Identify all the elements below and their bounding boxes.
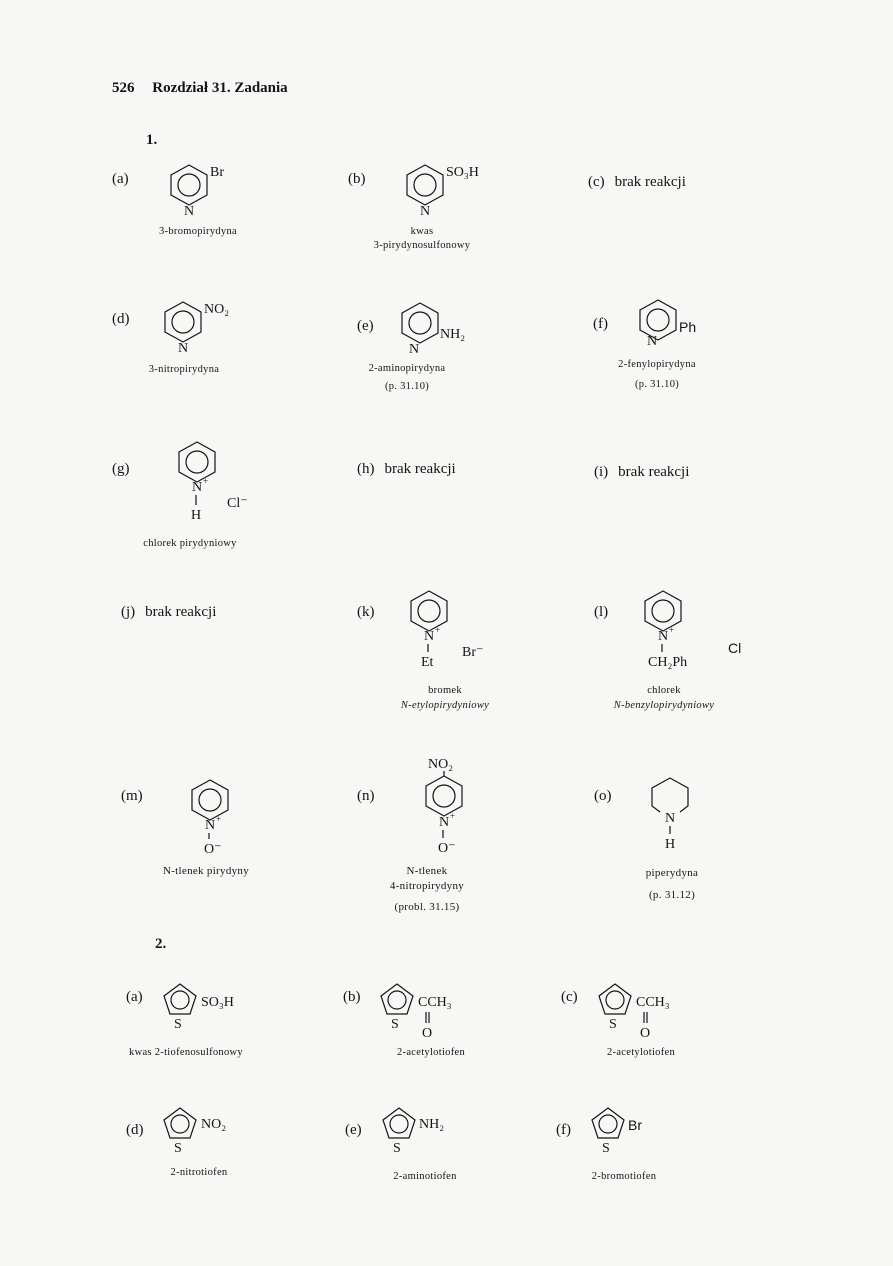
- item-label: (l): [594, 604, 609, 620]
- item-label: (d): [126, 1122, 144, 1138]
- item-label: (d): [112, 311, 130, 327]
- page-header: [112, 80, 288, 97]
- compound-name: 3-nitropirydyna: [148, 364, 220, 375]
- ring-atom: N: [658, 629, 669, 644]
- reference: (p. 31.12): [648, 889, 696, 901]
- item-label: (k): [357, 604, 375, 620]
- item-label: (j): [121, 604, 136, 620]
- charge: +: [435, 625, 441, 635]
- oxygen-atom: O: [640, 1026, 651, 1041]
- reference: (p. 31.10): [634, 379, 680, 390]
- compound-name: 3-bromopirydyna: [159, 226, 237, 237]
- item-1l: [594, 598, 854, 748]
- thiophene-structure: [369, 980, 509, 1050]
- compound-name-line2: 3-pirydynosulfonowy: [373, 240, 471, 251]
- compound-name-line2: 4-nitropirydyny: [389, 880, 465, 892]
- thiophene-structure: [587, 980, 727, 1050]
- no-reaction-text: brak reakcji: [618, 464, 690, 480]
- compound-name: 2-acetylotiofen: [606, 1047, 676, 1058]
- ring-atom: S: [174, 1017, 182, 1032]
- item-label: (n): [357, 788, 375, 804]
- compound-name: 2-nitrotiofen: [170, 1167, 228, 1178]
- pyridinium-structure: [402, 586, 542, 676]
- substituent: NO₂: [201, 1117, 227, 1132]
- ring-atom: S: [602, 1141, 610, 1156]
- no-reaction-text: brak reakcji: [614, 174, 686, 190]
- item-label: (b): [343, 989, 361, 1005]
- charge: +: [216, 814, 222, 824]
- ring-atom: N: [178, 341, 189, 356]
- charge: +: [669, 625, 675, 635]
- substituent: Ph: [679, 319, 697, 335]
- ring-atom: S: [609, 1017, 617, 1032]
- substituent: NH₂: [440, 327, 466, 342]
- ring-atom: S: [391, 1017, 399, 1032]
- item-label: (i): [594, 464, 609, 480]
- compound-name-line2: N-benzylopirydyniowy: [613, 700, 715, 711]
- substituent: NH₂: [419, 1117, 445, 1132]
- oxygen-atom: O⁻: [438, 841, 456, 856]
- pyridine-structure: [162, 160, 282, 220]
- substituent: Br: [628, 1117, 642, 1133]
- substituent: SO₃H: [446, 165, 479, 180]
- item-label: (f): [593, 316, 608, 332]
- h-atom: H: [191, 508, 202, 523]
- item-label: (e): [345, 1122, 362, 1138]
- anion: Cl: [728, 640, 742, 656]
- no-reaction-text: brak reakcji: [384, 461, 456, 477]
- item-label: (o): [594, 788, 612, 804]
- anion: Cl⁻: [227, 496, 248, 511]
- ring-atom: N: [424, 629, 435, 644]
- compound-name-line1: N-tlenek: [406, 865, 448, 877]
- oxygen-atom: O⁻: [204, 842, 222, 857]
- pyridine-structure: [156, 297, 276, 357]
- chapter-title: Rozdział 31. Zadania: [152, 80, 288, 96]
- compound-name-line2: N-etylopirydyniowy: [400, 700, 490, 711]
- anion: Br⁻: [462, 645, 484, 660]
- no-reaction-text: brak reakcji: [145, 604, 217, 620]
- substituent: CH₂Ph: [648, 655, 688, 670]
- thiophene-structure: [580, 1104, 720, 1164]
- compound-name: piperydyna: [645, 867, 699, 879]
- compound-name: N-tlenek pirydyny: [162, 865, 250, 877]
- compound-name-line1: bromek: [428, 685, 462, 696]
- pyridine-structure: [393, 298, 513, 358]
- item-2f: [556, 1116, 816, 1266]
- item-label: (g): [112, 461, 130, 477]
- compound-name: 2-bromotiofen: [591, 1171, 657, 1182]
- compound-name: 2-acetylotiofen: [396, 1047, 466, 1058]
- ring-atom: N: [205, 818, 216, 833]
- pyridine-structure: [398, 160, 538, 220]
- compound-name: 2-aminotiofen: [393, 1171, 457, 1182]
- item-label: (a): [126, 989, 143, 1005]
- ring-atom: N: [184, 204, 195, 219]
- thiophene-structure: [371, 1104, 511, 1164]
- substituent: Et: [421, 655, 434, 670]
- item-1j: [121, 598, 381, 748]
- oxygen-atom: O: [422, 1026, 433, 1041]
- problem-2-label: 2.: [155, 936, 167, 952]
- compound-name: chlorek pirydyniowy: [143, 538, 237, 549]
- substituent: NO₂: [204, 302, 230, 317]
- ring-atom: N: [439, 815, 450, 830]
- charge: +: [203, 476, 209, 486]
- compound-name-line1: kwas: [410, 226, 434, 237]
- pyridinium-structure: [170, 437, 310, 527]
- item-1k: [357, 598, 617, 748]
- item-label: (m): [121, 788, 143, 804]
- item-label: (a): [112, 171, 129, 187]
- ring-atom: S: [393, 1141, 401, 1156]
- substituent: Br: [210, 165, 224, 180]
- item-label: (h): [357, 461, 375, 477]
- compound-name: 2-aminopirydyna: [368, 363, 446, 374]
- piperidine-structure: [642, 774, 762, 864]
- h-atom: H: [665, 837, 676, 852]
- compound-name-line1: chlorek: [647, 685, 681, 696]
- reference: (p. 31.10): [384, 381, 430, 392]
- ring-atom: N: [192, 480, 203, 495]
- reference: (probl. 31.15): [394, 901, 460, 913]
- ring-atom: N: [420, 204, 431, 219]
- item-1b: [348, 165, 608, 315]
- compound-name: 2-fenylopirydyna: [618, 359, 696, 370]
- item-label: (c): [561, 989, 578, 1005]
- ring-atom: N: [409, 342, 420, 357]
- page-number: 526: [112, 80, 135, 96]
- substituent: CCH₃: [418, 995, 452, 1010]
- ring-atom: N: [665, 811, 676, 826]
- item-1h: [357, 455, 617, 605]
- pyridine-structure: [631, 295, 751, 355]
- pyridine-n-oxide-structure: [407, 752, 527, 872]
- item-label: (b): [348, 171, 366, 187]
- top-group: NO₂: [428, 757, 454, 772]
- item-1g: [112, 455, 372, 605]
- substituent: CCH₃: [636, 995, 670, 1010]
- ring-atom: N: [647, 334, 658, 349]
- item-label: (e): [357, 318, 374, 334]
- item-1o: [594, 782, 854, 932]
- item-1f: [593, 310, 853, 460]
- thiophene-structure: [152, 980, 292, 1040]
- substituent: SO₃H: [201, 995, 234, 1010]
- compound-name: kwas 2-tiofenosulfonowy: [129, 1047, 243, 1058]
- item-label: (c): [588, 174, 605, 190]
- ring-atom: S: [174, 1141, 182, 1156]
- problem-1-label: 1.: [146, 132, 158, 148]
- thiophene-structure: [152, 1104, 292, 1164]
- charge: +: [450, 811, 456, 821]
- item-label: (f): [556, 1122, 571, 1138]
- pyridinium-structure: [636, 586, 786, 676]
- pyridine-n-oxide-structure: [183, 775, 303, 865]
